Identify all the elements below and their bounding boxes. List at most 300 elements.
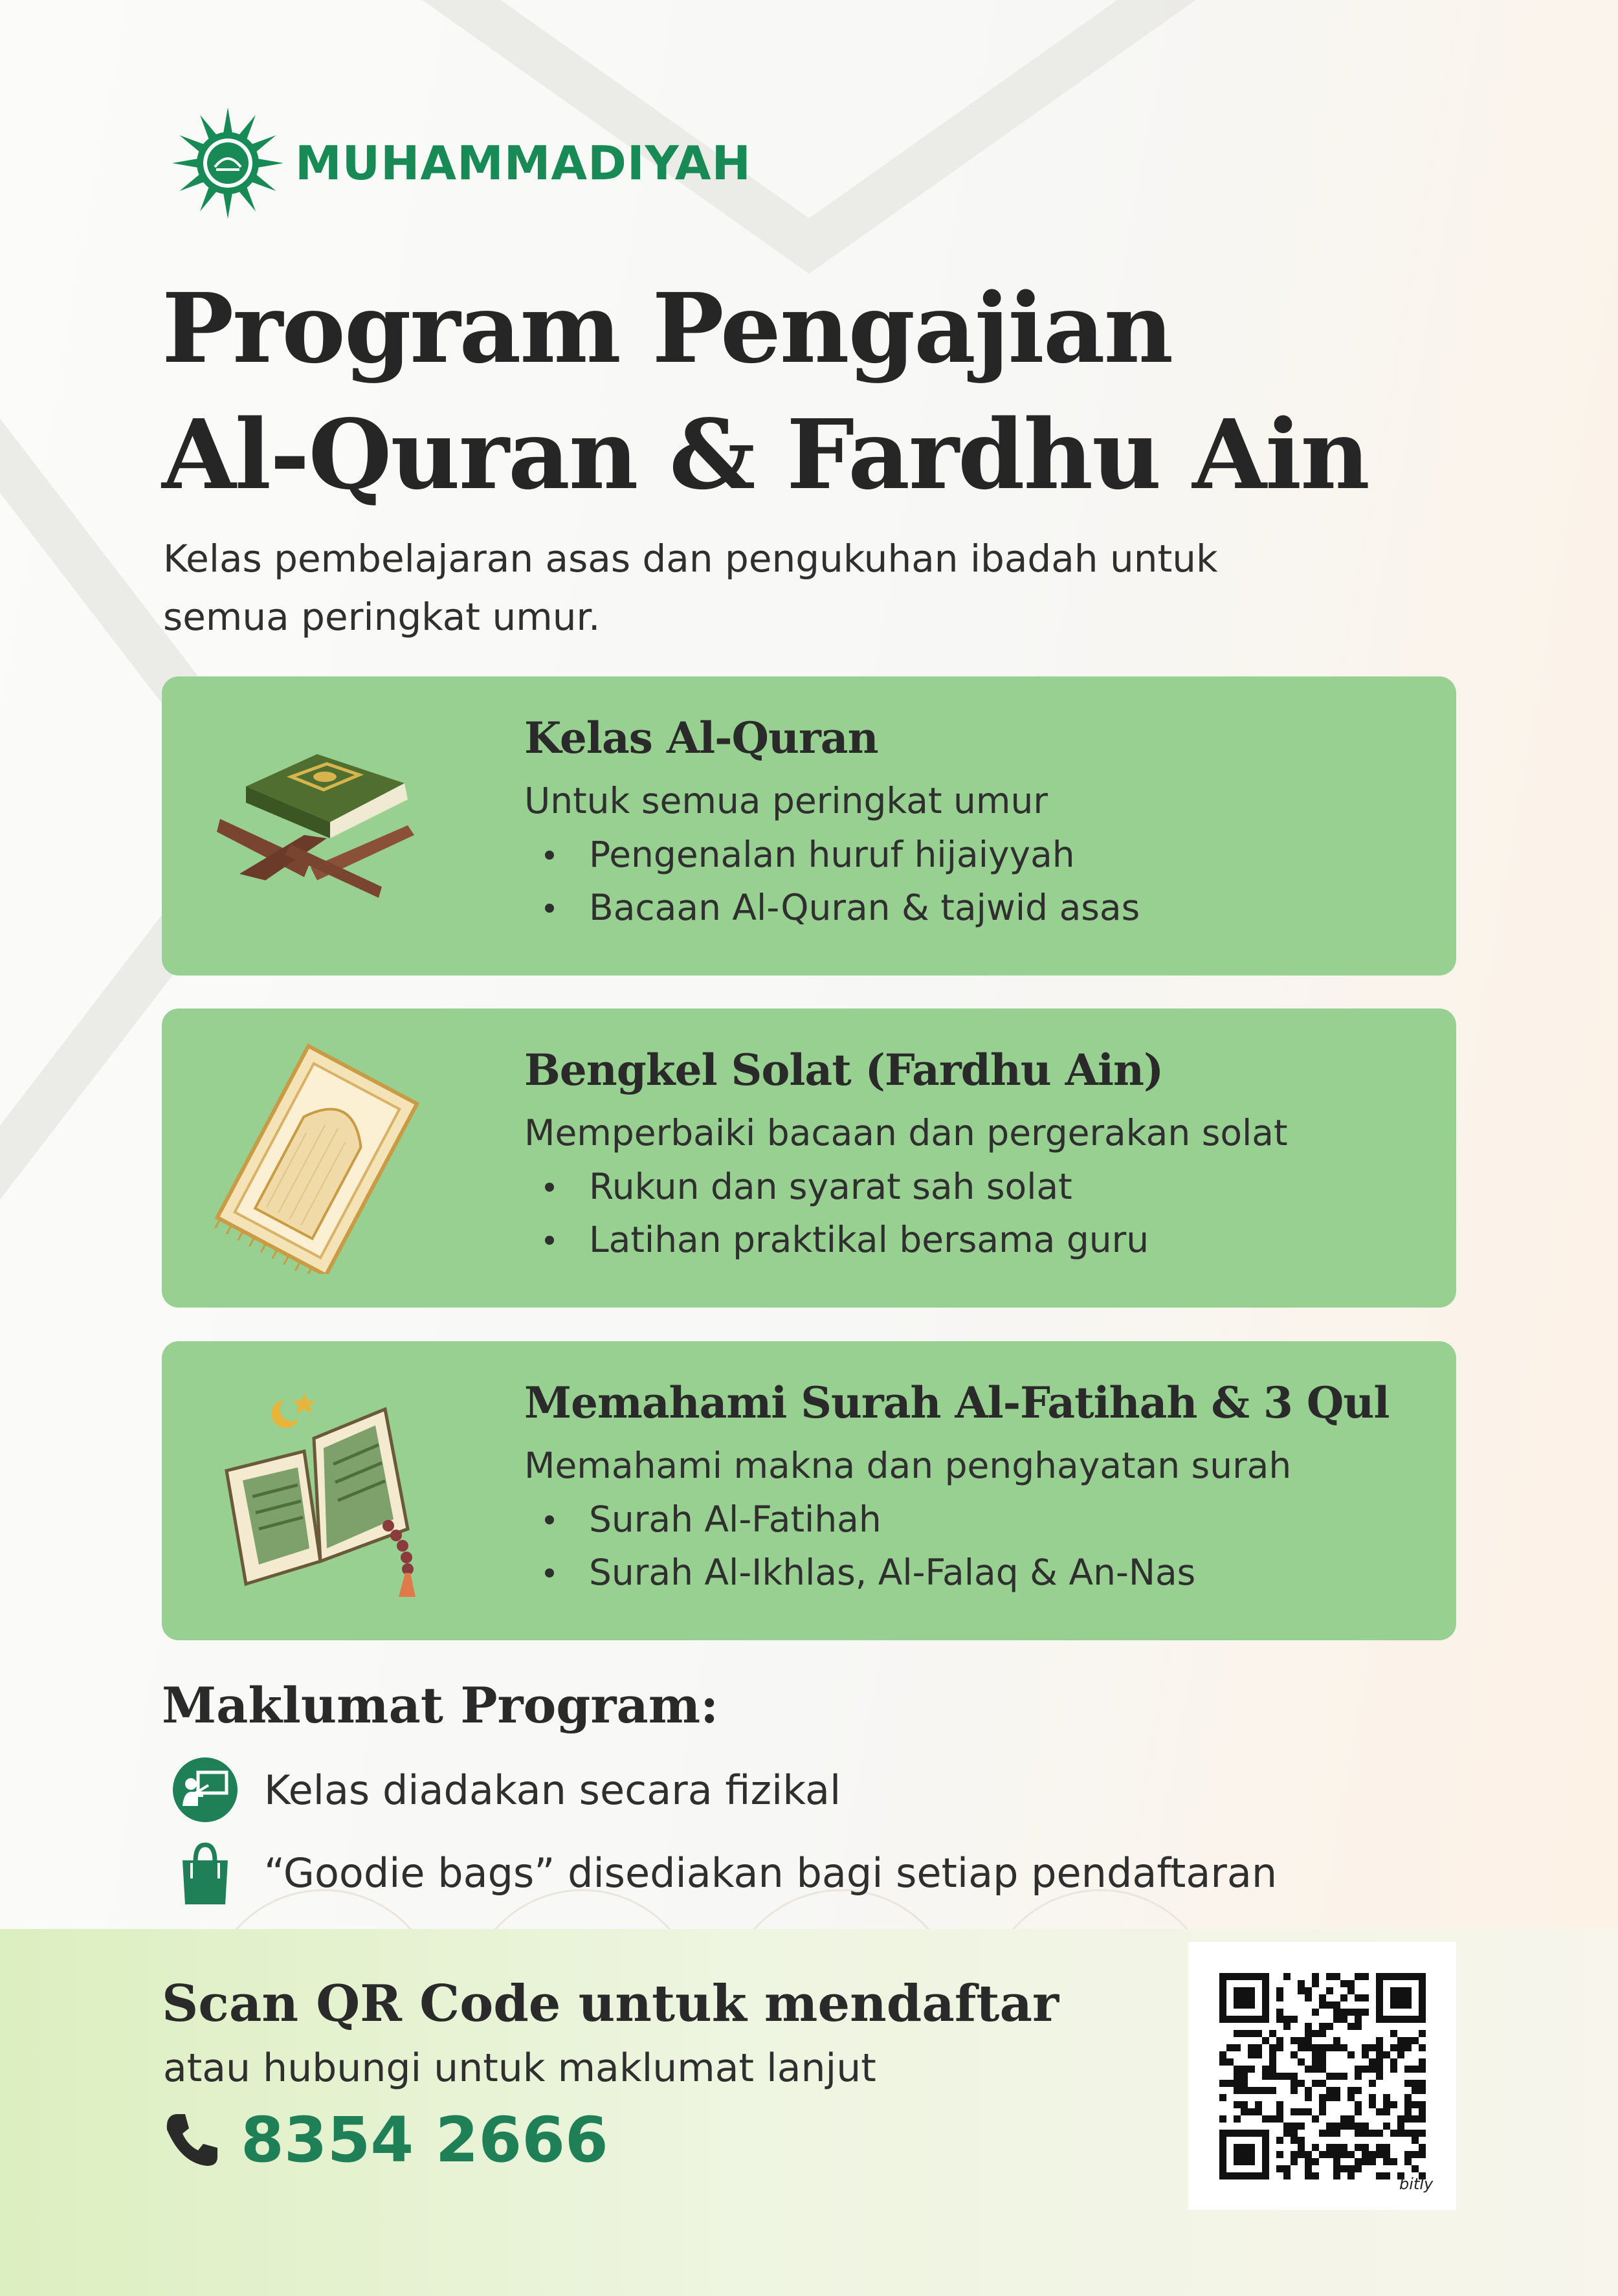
qr-module (1347, 2023, 1355, 2030)
info-item-goodie-bags (170, 1837, 1277, 1908)
qr-module (1276, 2165, 1283, 2172)
qr-module (1248, 2051, 1255, 2058)
qr-module (1283, 2123, 1291, 2130)
qr-module (1333, 2151, 1340, 2158)
qr-module (1419, 2044, 1426, 2051)
qr-module (1226, 2044, 1234, 2051)
qr-module (1412, 2151, 1419, 2158)
qr-module (1319, 2051, 1326, 2058)
qr-module (1369, 2101, 1376, 2108)
qr-module (1347, 2051, 1355, 2058)
qr-module (1319, 2001, 1326, 2009)
qr-module (1291, 2016, 1298, 2023)
qr-module (1276, 2037, 1283, 2044)
qr-module (1312, 2144, 1319, 2151)
info-title: Maklumat Program: (162, 1677, 719, 1734)
page-subtitle (163, 529, 1457, 646)
qr-module (1298, 2037, 1305, 2044)
qr-module (1347, 2151, 1355, 2158)
qr-module (1241, 2101, 1248, 2108)
qr-module (1404, 2037, 1412, 2044)
qr-module (1298, 2058, 1305, 2066)
qr-module (1397, 2051, 1404, 2058)
qr-module (1347, 2087, 1355, 2094)
qr-module (1241, 2080, 1248, 2087)
qr-module (1362, 2130, 1369, 2137)
brand-name: MUHAMMADIYAH (295, 136, 751, 190)
qr-module (1383, 2051, 1390, 2058)
qr-module (1312, 1973, 1319, 1980)
qr-module (1319, 2058, 1326, 2066)
qr-module (1276, 2151, 1283, 2158)
qr-module (1362, 2051, 1369, 2058)
qr-module (1404, 2094, 1412, 2101)
qr-module (1241, 2108, 1248, 2115)
qr-module (1319, 1994, 1326, 2001)
qr-module (1319, 2044, 1326, 2051)
qr-module (1291, 2073, 1298, 2080)
qr-module (1234, 2115, 1241, 2123)
qr-module (1355, 2023, 1362, 2030)
qr-module (1298, 1987, 1305, 1994)
card-heading: Kelas Al-Quran (524, 713, 878, 763)
qr-module (1369, 2066, 1376, 2073)
qr-module (1291, 2051, 1298, 2058)
list-item: Rukun dan syarat sah solat (524, 1160, 1430, 1213)
classroom-icon (170, 1754, 241, 1825)
qr-module (1397, 2115, 1404, 2123)
qr-caption: bitly (1399, 2175, 1434, 2193)
qr-module (1312, 2058, 1319, 2066)
info-item-classroom (170, 1754, 841, 1825)
qr-module (1333, 2123, 1340, 2130)
qr-module (1305, 2094, 1312, 2101)
qr-module (1305, 2030, 1312, 2037)
qr-module (1305, 2158, 1312, 2165)
program-card-bengkel-solat (162, 1009, 1456, 1308)
qr-module (1383, 2094, 1390, 2101)
qr-module (1255, 2087, 1262, 2094)
qr-module (1234, 2073, 1241, 2080)
qr-module (1383, 2172, 1390, 2179)
title-line-2: Al-Quran & Fardhu Ain (162, 398, 1369, 511)
qr-module (1362, 2044, 1369, 2051)
qr-module (1241, 2030, 1248, 2037)
qr-module (1326, 2151, 1333, 2158)
qr-module (1226, 2058, 1234, 2066)
card-description: Memperbaiki bacaan dan pergerakan solat (524, 1112, 1288, 1154)
qr-module (1362, 2123, 1369, 2130)
qr-module (1312, 2066, 1319, 2073)
qr-module (1305, 2087, 1312, 2094)
qr-module (1340, 2144, 1347, 2151)
qr-module (1412, 2130, 1419, 2137)
qr-module (1362, 2009, 1369, 2016)
open-quran-icon (214, 1374, 421, 1607)
list-item: Surah Al-Ikhlas, Al-Falaq & An-Nas (524, 1546, 1430, 1599)
qr-module (1340, 2009, 1347, 2016)
qr-module (1340, 2115, 1347, 2123)
qr-module (1376, 2108, 1383, 2115)
qr-module (1255, 2108, 1262, 2115)
page-title (162, 265, 1369, 518)
qr-module (1262, 2115, 1269, 2123)
qr-module (1333, 2037, 1340, 2044)
qr-module (1298, 2108, 1305, 2115)
list-item: Latihan praktikal bersama guru (524, 1213, 1430, 1266)
qr-module (1355, 1994, 1362, 2001)
qr-module (1248, 2087, 1255, 2094)
qr-module (1219, 2115, 1226, 2123)
qr-module (1412, 2037, 1419, 2044)
card-list (524, 1160, 1430, 1266)
qr-module (1419, 2151, 1426, 2158)
qr-module (1333, 2073, 1340, 2080)
qr-module (1355, 2066, 1362, 2073)
qr-module (1376, 2051, 1383, 2058)
qr-module (1326, 2094, 1333, 2101)
qr-module (1419, 2058, 1426, 2066)
qr-module (1234, 2080, 1241, 2087)
quran-on-stand-icon (214, 709, 421, 942)
qr-module (1305, 2172, 1312, 2179)
qr-module (1347, 2172, 1355, 2179)
qr-module (1355, 2101, 1362, 2108)
qr-module (1312, 2009, 1319, 2016)
qr-module (1369, 2044, 1376, 2051)
qr-module (1298, 2144, 1305, 2151)
qr-module (1340, 2123, 1347, 2130)
qr-module (1255, 2044, 1262, 2051)
qr-module (1397, 2123, 1404, 2130)
qr-module (1255, 2101, 1262, 2108)
qr-module (1291, 2158, 1298, 2165)
phone-number: 8354 2666 (241, 2104, 608, 2176)
qr-module (1269, 2066, 1276, 2073)
list-item: Pengenalan huruf hijaiyyah (524, 828, 1430, 881)
program-card-al-quran (162, 676, 1456, 975)
qr-module (1326, 2123, 1333, 2130)
qr-module (1305, 2023, 1312, 2030)
qr-module (1412, 2080, 1419, 2087)
qr-module (1340, 2044, 1347, 2051)
qr-module (1312, 2080, 1319, 2087)
qr-module (1326, 2073, 1333, 2080)
qr-module (1383, 2108, 1390, 2115)
qr-module (1319, 2066, 1326, 2073)
qr-module (1298, 2044, 1305, 2051)
qr-module (1305, 2165, 1312, 2172)
qr-module (1340, 2151, 1347, 2158)
qr-module (1347, 2094, 1355, 2101)
qr-module (1355, 2016, 1362, 2023)
qr-module (1340, 2073, 1347, 2080)
qr-module (1347, 2115, 1355, 2123)
qr-module (1234, 2044, 1241, 2051)
qr-module (1376, 2172, 1383, 2179)
registration-footer (0, 1929, 1618, 2296)
qr-module (1340, 2016, 1347, 2023)
qr-module (1234, 2066, 1241, 2073)
qr-module (1269, 2073, 1276, 2080)
qr-module (1390, 2030, 1397, 2037)
qr-module (1291, 2151, 1298, 2158)
qr-module (1412, 2101, 1419, 2108)
qr-finder-center (1234, 1987, 1255, 2009)
qr-module (1312, 2051, 1319, 2058)
list-item: Bacaan Al-Quran & tajwid asas (524, 881, 1430, 934)
qr-module (1262, 2037, 1269, 2044)
qr-module (1383, 2101, 1390, 2108)
qr-module (1340, 1980, 1347, 1987)
qr-module (1369, 2080, 1376, 2087)
qr-module (1269, 2115, 1276, 2123)
qr-module (1404, 2080, 1412, 2087)
qr-module (1262, 2073, 1269, 2080)
qr-module (1362, 2158, 1369, 2165)
qr-module (1248, 2066, 1255, 2073)
qr-module (1333, 2130, 1340, 2137)
qr-module (1333, 2094, 1340, 2101)
qr-module (1404, 2130, 1412, 2137)
qr-module (1241, 2087, 1248, 2094)
qr-module (1355, 1973, 1362, 1980)
footer-subtitle: atau hubungi untuk maklumat lanjut (163, 2045, 876, 2091)
qr-module (1419, 2130, 1426, 2137)
qr-module (1241, 2066, 1248, 2073)
qr-module (1298, 2080, 1305, 2087)
qr-module (1333, 2144, 1340, 2151)
qr-module (1362, 2066, 1369, 2073)
card-list (524, 828, 1430, 934)
qr-module (1390, 2130, 1397, 2137)
qr-module (1262, 2066, 1269, 2073)
qr-module (1397, 2044, 1404, 2051)
qr-module (1419, 2144, 1426, 2151)
qr-module (1234, 2030, 1241, 2037)
qr-module (1347, 2123, 1355, 2130)
qr-module (1241, 2073, 1248, 2080)
qr-module (1283, 2172, 1291, 2179)
qr-module (1383, 2158, 1390, 2165)
qr-module (1276, 2009, 1283, 2016)
card-description: Memahami makna dan penghayatan surah (524, 1445, 1292, 1486)
qr-module (1291, 2108, 1298, 2115)
muhammadiyah-sun-icon (170, 105, 286, 221)
qr-module (1390, 2058, 1397, 2066)
qr-module (1276, 2073, 1283, 2080)
qr-module (1234, 2087, 1241, 2094)
qr-module (1369, 2158, 1376, 2165)
qr-module (1283, 2130, 1291, 2137)
qr-module (1362, 1973, 1369, 1980)
qr-module (1347, 1980, 1355, 1987)
qr-module (1298, 2137, 1305, 2144)
qr-module (1333, 2172, 1340, 2179)
qr-module (1419, 2115, 1426, 2123)
card-list (524, 1493, 1430, 1599)
qr-module (1347, 2009, 1355, 2016)
qr-module (1326, 1987, 1333, 1994)
qr-module (1305, 2066, 1312, 2073)
card-heading: Bengkel Solat (Fardhu Ain) (524, 1045, 1164, 1095)
qr-module (1376, 2037, 1383, 2044)
qr-module (1419, 2108, 1426, 2115)
qr-module (1312, 2044, 1319, 2051)
brand-logo (170, 105, 751, 221)
qr-module (1298, 1980, 1305, 1987)
qr-module (1376, 2058, 1383, 2066)
qr-module (1419, 2087, 1426, 2094)
qr-module (1376, 2073, 1383, 2080)
qr-module (1404, 2115, 1412, 2123)
qr-module (1412, 2066, 1419, 2073)
qr-module (1412, 2115, 1419, 2123)
qr-module (1383, 2144, 1390, 2151)
program-card-al-fatihah (162, 1341, 1456, 1640)
qr-module (1319, 2130, 1326, 2137)
qr-module (1362, 2144, 1369, 2151)
qr-module (1298, 2123, 1305, 2130)
qr-module (1419, 2030, 1426, 2037)
qr-module (1404, 2044, 1412, 2051)
qr-module (1326, 2144, 1333, 2151)
qr-module (1312, 1980, 1319, 1987)
qr-module (1347, 1987, 1355, 1994)
shopping-bag-icon (170, 1837, 241, 1908)
info-item-text: Kelas diadakan secara fizikal (264, 1766, 841, 1814)
qr-module (1390, 2066, 1397, 2073)
qr-module (1291, 2037, 1298, 2044)
qr-module (1319, 2023, 1326, 2030)
qr-module (1305, 1994, 1312, 2001)
qr-module (1369, 2151, 1376, 2158)
qr-module (1319, 2094, 1326, 2101)
qr-module (1305, 2044, 1312, 2051)
qr-module (1305, 2037, 1312, 2044)
qr-module (1390, 2158, 1397, 2165)
qr-module (1319, 2030, 1326, 2037)
qr-module (1269, 2087, 1276, 2094)
qr-module (1347, 2165, 1355, 2172)
qr-module (1397, 2130, 1404, 2137)
qr-module (1376, 2066, 1383, 2073)
qr-module (1283, 1973, 1291, 1980)
qr-module (1369, 2094, 1376, 2101)
subtitle-line-1: Kelas pembelajaran asas dan pengukuhan ibadah untuk (163, 537, 1218, 581)
qr-module (1326, 2087, 1333, 2094)
qr-finder-center (1234, 2144, 1255, 2165)
qr-module (1404, 2101, 1412, 2108)
qr-module (1333, 2165, 1340, 2172)
qr-module (1326, 2044, 1333, 2051)
qr-module (1291, 2130, 1298, 2137)
info-item-text: “Goodie bags” disediakan bagi setiap pendaftaran (264, 1849, 1278, 1897)
qr-module (1269, 2051, 1276, 2058)
qr-module (1419, 2101, 1426, 2108)
phone-contact[interactable] (162, 2104, 608, 2176)
qr-module (1312, 2115, 1319, 2123)
qr-module (1305, 2108, 1312, 2115)
qr-module (1355, 2108, 1362, 2115)
qr-module (1326, 1973, 1333, 1980)
qr-module (1248, 2030, 1255, 2037)
list-item: Surah Al-Fatihah (524, 1493, 1430, 1546)
qr-module (1412, 2165, 1419, 2172)
registration-qr-code[interactable] (1188, 1942, 1456, 2210)
qr-module (1404, 2158, 1412, 2165)
qr-module (1269, 2044, 1276, 2051)
qr-module (1276, 2115, 1283, 2123)
qr-module (1362, 2151, 1369, 2158)
qr-module (1355, 2123, 1362, 2130)
prayer-mat-icon (214, 1041, 421, 1274)
card-heading: Memahami Surah Al-Fatihah & 3 Qul (524, 1377, 1390, 1428)
qr-module (1333, 2016, 1340, 2023)
qr-module (1369, 2130, 1376, 2137)
qr-module (1376, 2130, 1383, 2137)
qr-module (1276, 1987, 1283, 1994)
qr-module (1376, 2151, 1383, 2158)
qr-module (1298, 2151, 1305, 2158)
qr-module (1326, 2130, 1333, 2137)
qr-module (1291, 2080, 1298, 2087)
qr-module (1219, 2051, 1226, 2058)
qr-module (1226, 2080, 1234, 2087)
qr-module (1255, 2051, 1262, 2058)
qr-module (1355, 2073, 1362, 2080)
qr-module (1419, 2080, 1426, 2087)
qr-module (1283, 2016, 1291, 2023)
qr-module (1340, 2165, 1347, 2172)
qr-module (1340, 1994, 1347, 2001)
qr-module (1362, 1994, 1369, 2001)
qr-module (1390, 2101, 1397, 2108)
qr-module (1276, 2044, 1283, 2051)
qr-module (1333, 2087, 1340, 2094)
qr-module (1248, 2044, 1255, 2051)
qr-module (1390, 2044, 1397, 2051)
qr-module (1355, 2165, 1362, 2172)
qr-module (1269, 2030, 1276, 2037)
qr-module (1333, 2009, 1340, 2016)
qr-module (1255, 2030, 1262, 2037)
qr-module (1404, 2066, 1412, 2073)
qr-module (1283, 2073, 1291, 2080)
qr-module (1412, 2087, 1419, 2094)
footer-title: Scan QR Code untuk mendaftar (162, 1974, 1059, 2033)
qr-module (1248, 2108, 1255, 2115)
qr-module (1276, 1994, 1283, 2001)
qr-module (1276, 2016, 1283, 2023)
qr-module (1333, 2001, 1340, 2009)
qr-module (1355, 2158, 1362, 2165)
qr-module (1376, 2044, 1383, 2051)
qr-module (1383, 2123, 1390, 2130)
qr-module (1305, 2151, 1312, 2158)
qr-module (1404, 2151, 1412, 2158)
qr-module (1269, 2058, 1276, 2066)
qr-module (1376, 2144, 1383, 2151)
qr-module (1355, 2087, 1362, 2094)
phone-icon (162, 2110, 221, 2170)
qr-module (1312, 2158, 1319, 2165)
qr-module (1419, 2066, 1426, 2073)
qr-module (1319, 2108, 1326, 2115)
qr-module (1333, 2158, 1340, 2165)
qr-module (1326, 2001, 1333, 2009)
qr-module (1291, 2137, 1298, 2144)
